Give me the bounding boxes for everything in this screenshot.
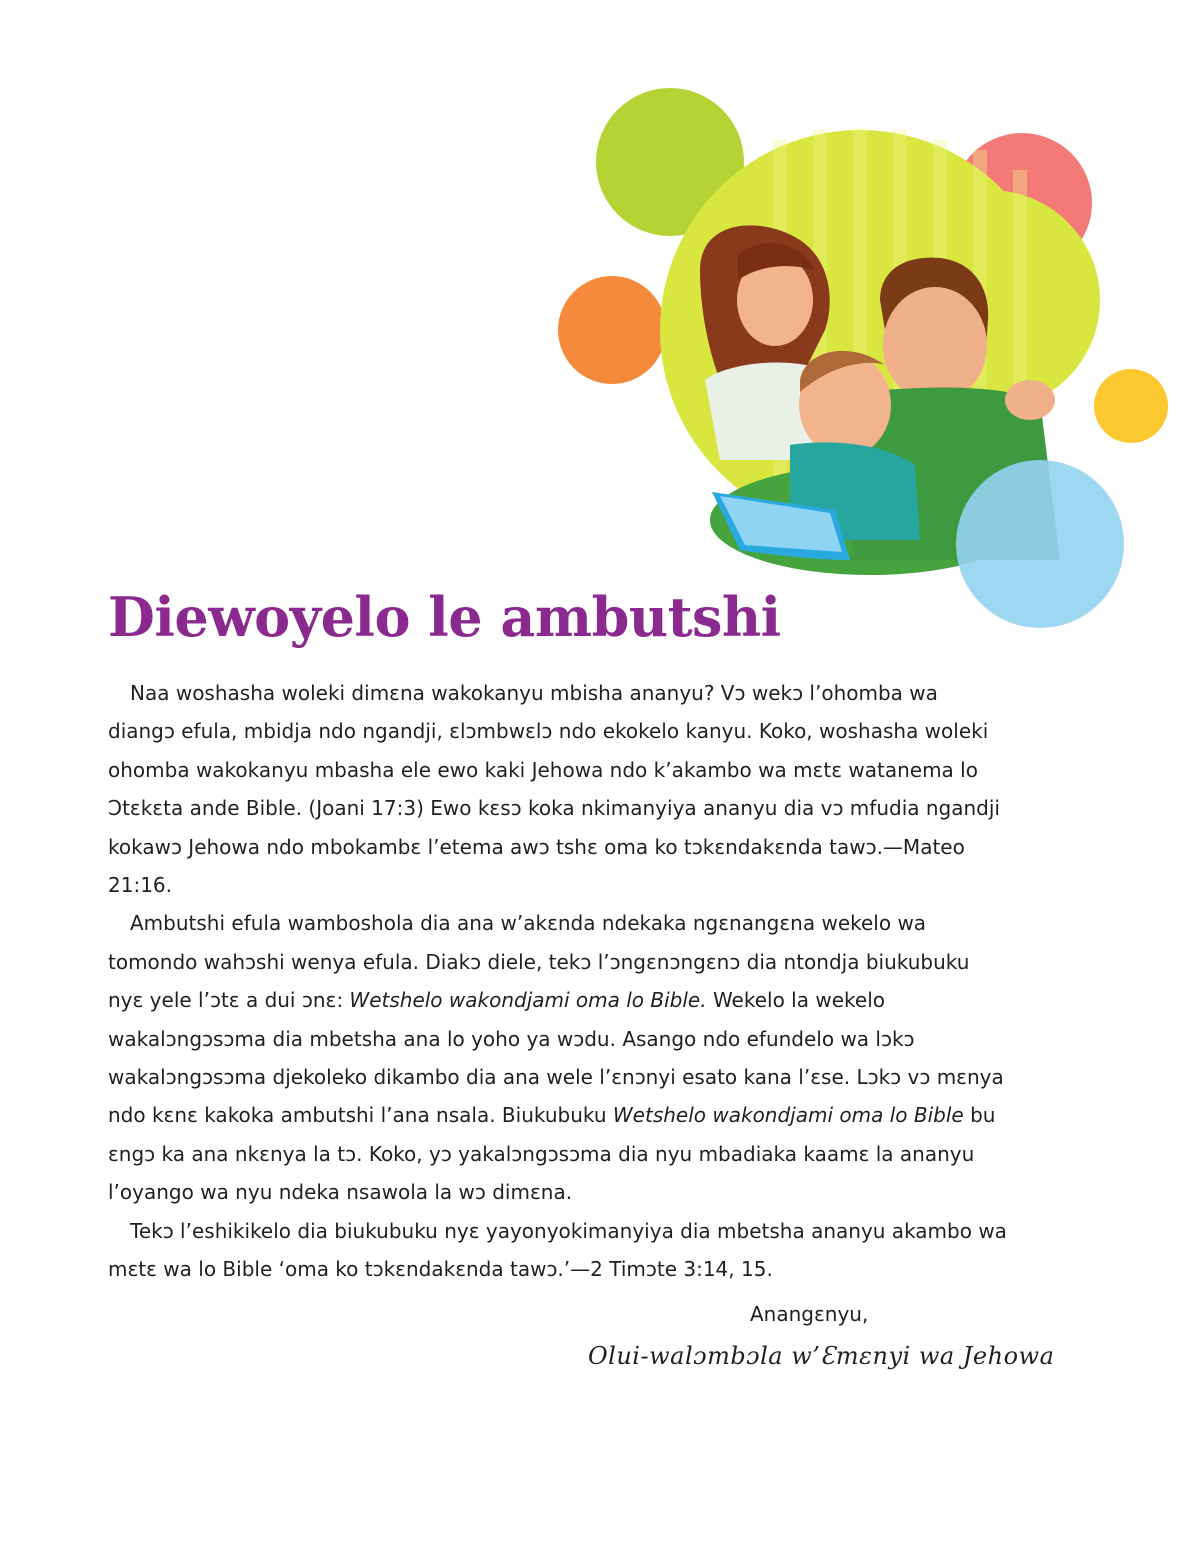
paragraph-1 — [108, 674, 1008, 904]
family-reading-illustration — [0, 0, 1200, 640]
text-span: Tekɔ l’eshikikelo dia biukubuku nyɛ yayonyokimanyiya dia mbetsha ananyu akambo wa mɛtɛ wa lo Bible ‘oma ko tɔkɛndakɛnda tawɔ.’—2 Timɔte 3:14, 15. — [108, 1218, 1007, 1282]
orange-circle-decoration — [558, 276, 666, 384]
blue-circle-decoration — [956, 460, 1124, 628]
signature: Olui-walɔmbɔla w’Ɛmɛnyi wa Jehowa — [588, 1342, 1055, 1370]
article-body — [108, 674, 1008, 1289]
paragraph-3 — [108, 1212, 1008, 1289]
text-span: Naa woshasha woleki dimɛna wakokanyu mbisha ananyu? Vɔ wekɔ l’ohomba wa diangɔ efula, mbidja ndo ngandji, ɛlɔmbwɛlɔ ndo ekokelo kanyu. Koko, woshasha woleki ohomba wakokanyu mbasha ele ewo kaki Jehowa ndo k’akambo wa mɛtɛ watanema lo Ɔtɛkɛta ande Bible. (Joani 17:3) Ewo kɛsɔ koka nkimanyiya ananyu dia vɔ mfudia ngandji kokawɔ Jehowa ndo mbokambɛ l’etema awɔ tshɛ oma ko tɔkɛndakɛnda tawɔ.—Mateo 21:16. — [108, 681, 1000, 898]
text-span: Wekelo la wekelo wakalɔngɔsɔma dia mbetsha ana lo yoho ya wɔdu. Asango ndo efundelo wa lɔkɔ wakalɔngɔsɔma djekoleko dikambo dia ana wele l’ɛnɔnyi esato kana l’ɛse. Lɔkɔ vɔ mɛnya ndo kɛnɛ kakoka ambutshi l’ana nsala. Biukubuku — [108, 988, 1004, 1128]
text-span: bu ɛngɔ ka ana nkɛnya la tɔ. Koko, yɔ yakalɔngɔsɔma dia nyu mbadiaka kaamɛ la ananyu l’oyango wa nyu ndeka nsawola la wɔ dimɛna. — [108, 1103, 996, 1205]
yellow-circle-decoration — [1094, 369, 1168, 443]
book-title-italic: Wetshelo wakondjami oma lo Bible — [612, 1103, 964, 1128]
closing-salutation: Anangɛnyu, — [750, 1302, 869, 1326]
book-title-italic: Wetshelo wakondjami oma lo Bible. — [349, 988, 707, 1013]
text-span: Ambutshi efula wamboshola dia ana w’akɛnda ndekaka ngɛnangɛna wekelo wa tomondo wahɔshi wenya efula. Diakɔ diele, tekɔ l’ɔngɛnɔngɛnɔ dia ntondja biukubuku nyɛ yele l’ɔtɛ a dui ɔnɛ: — [108, 911, 970, 1013]
article-title: Diewoyelo le ambutshi — [108, 585, 781, 649]
paragraph-2 — [108, 904, 1008, 1211]
